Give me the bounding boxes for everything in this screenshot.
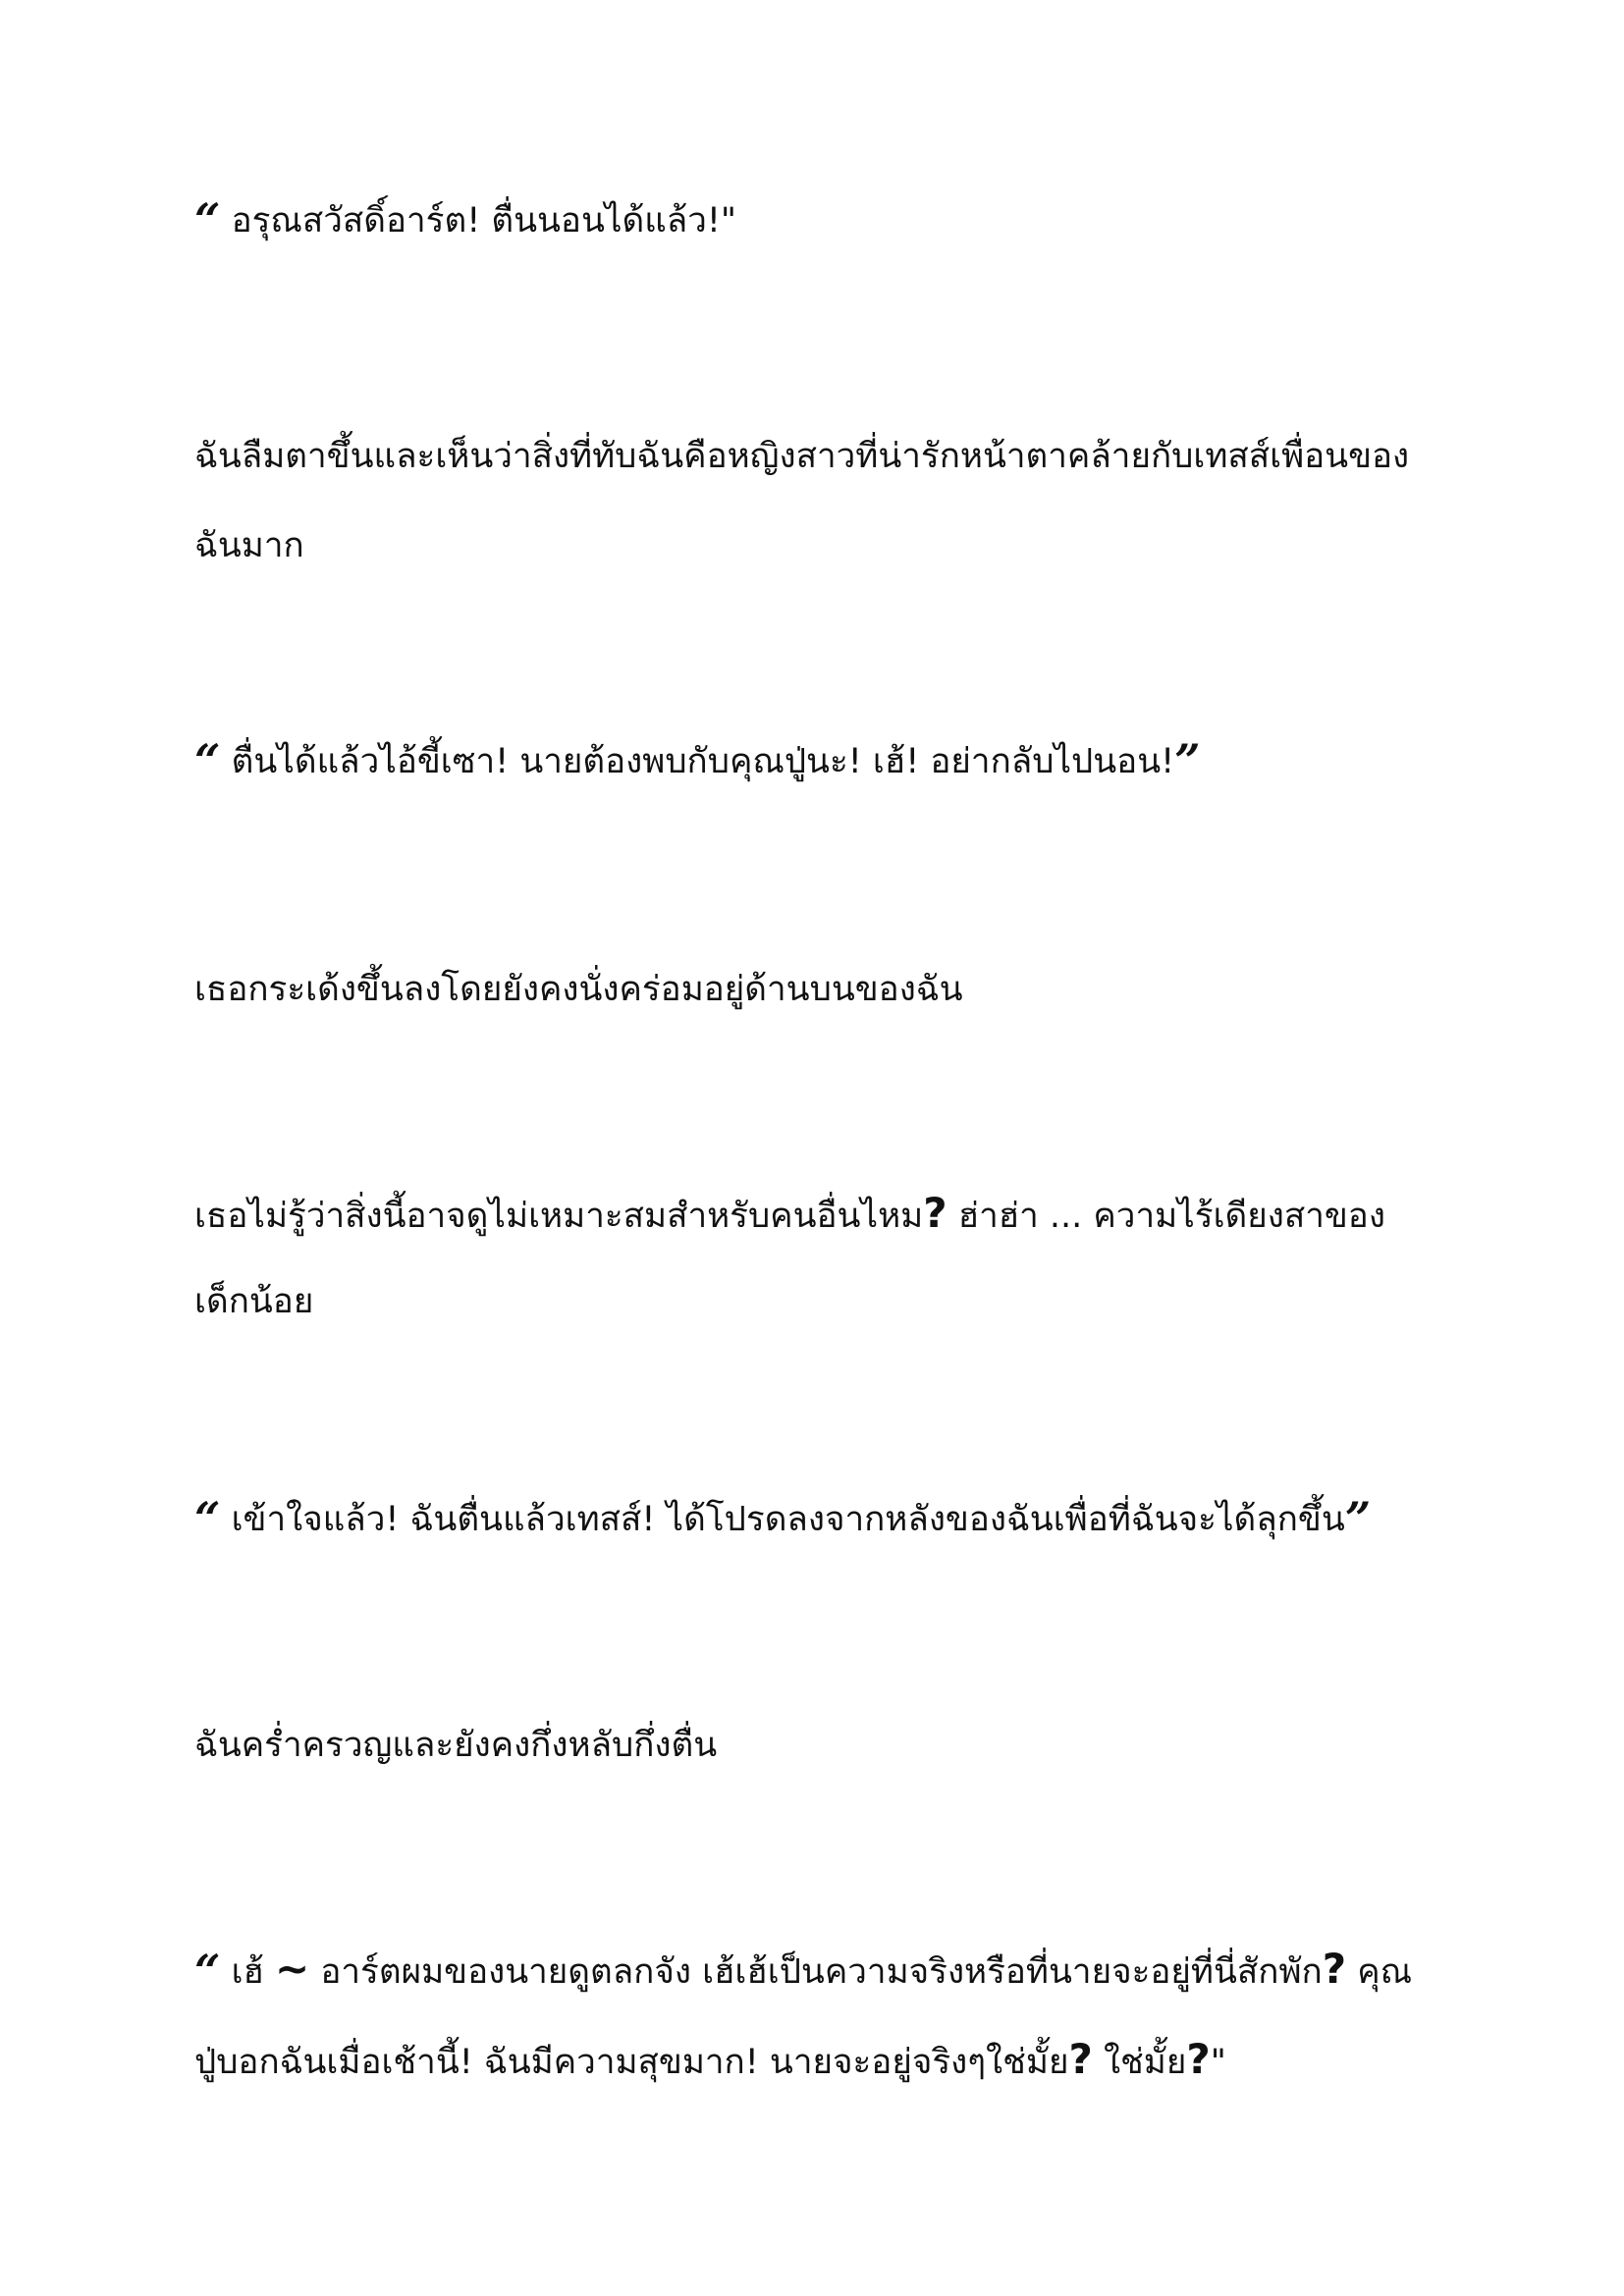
question-mark: ?	[1322, 1945, 1347, 1993]
dialogue-line	[194, 193, 1471, 246]
close-quote-mark: ”	[1174, 734, 1201, 787]
line-text: ปู่บอกฉันเมื่อเช้านี้! ฉันมีความสุขมาก! นายจะอยู่จริงๆใช่มั้ย	[194, 2043, 1069, 2082]
line-text: ตื่นได้แล้วไอ้ขี้เซา! นายต้องพบกับคุณปู่นะ! เฮ้! อย่ากลับไปนอน!	[220, 742, 1175, 781]
narration-line	[194, 1282, 1471, 1321]
line-text: ฉันคร่ำครวญและยังคงกึ่งหลับกึ่งตื่น	[194, 1726, 718, 1765]
line-text: "	[1210, 2043, 1226, 2082]
question-mark: ?	[1186, 2035, 1211, 2083]
question-mark: ?	[923, 1189, 947, 1237]
narration-line	[194, 437, 1471, 476]
line-text: อาร์ตผมของนายดูตลกจัง เฮ้เฮ้เป็นความจริงหรือที่นายจะอยู่ที่นี่สักพัก	[309, 1952, 1323, 1992]
tilde-mark: ~	[275, 1945, 310, 1993]
narration-line	[194, 1726, 1471, 1765]
open-quote-mark: “	[194, 1945, 221, 1998]
open-quote-mark: “	[194, 734, 221, 787]
narration-line	[194, 1189, 1471, 1237]
line-text: คุณ	[1346, 1952, 1413, 1992]
narration-line	[194, 970, 1471, 1009]
line-text: ใช่มั้ย	[1092, 2043, 1187, 2082]
line-text: ฮ่าฮ่า ... ความไร้เดียงสาของ	[947, 1197, 1385, 1236]
line-text: เด็กน้อย	[194, 1282, 314, 1321]
line-text: ฉันมาก	[194, 526, 304, 565]
close-quote-mark: ”	[1344, 1492, 1372, 1545]
question-mark: ?	[1068, 2035, 1093, 2083]
open-quote-mark: “	[194, 1492, 221, 1545]
dialogue-line	[194, 1492, 1471, 1545]
line-text: อรุณสวัสดิ์อาร์ต! ตื่นนอนได้แล้ว!"	[220, 201, 736, 240]
open-quote-mark: “	[194, 193, 221, 246]
line-text: เฮ้	[220, 1952, 276, 1992]
line-text: ฉันลืมตาขึ้นและเห็นว่าสิ่งที่ทับฉันคือหญิงสาวที่น่ารักหน้าตาคล้ายกับเทสส์เพื่อนของ	[194, 437, 1410, 476]
dialogue-line	[194, 1945, 1471, 1998]
line-text: เธอกระเด้งขึ้นลงโดยยังคงนั่งคร่อมอยู่ด้านบนของฉัน	[194, 970, 963, 1009]
dialogue-line	[194, 734, 1471, 787]
dialogue-line	[194, 2035, 1471, 2083]
line-text: เธอไม่รู้ว่าสิ่งนี้อาจดูไม่เหมาะสมสำหรับคนอื่นไหม	[194, 1197, 924, 1236]
narration-line	[194, 526, 1471, 565]
line-text: เข้าใจแล้ว! ฉันตื่นแล้วเทสส์! ได้โปรดลงจากหลังของฉันเพื่อที่ฉันจะได้ลุกขึ้น	[220, 1500, 1345, 1539]
